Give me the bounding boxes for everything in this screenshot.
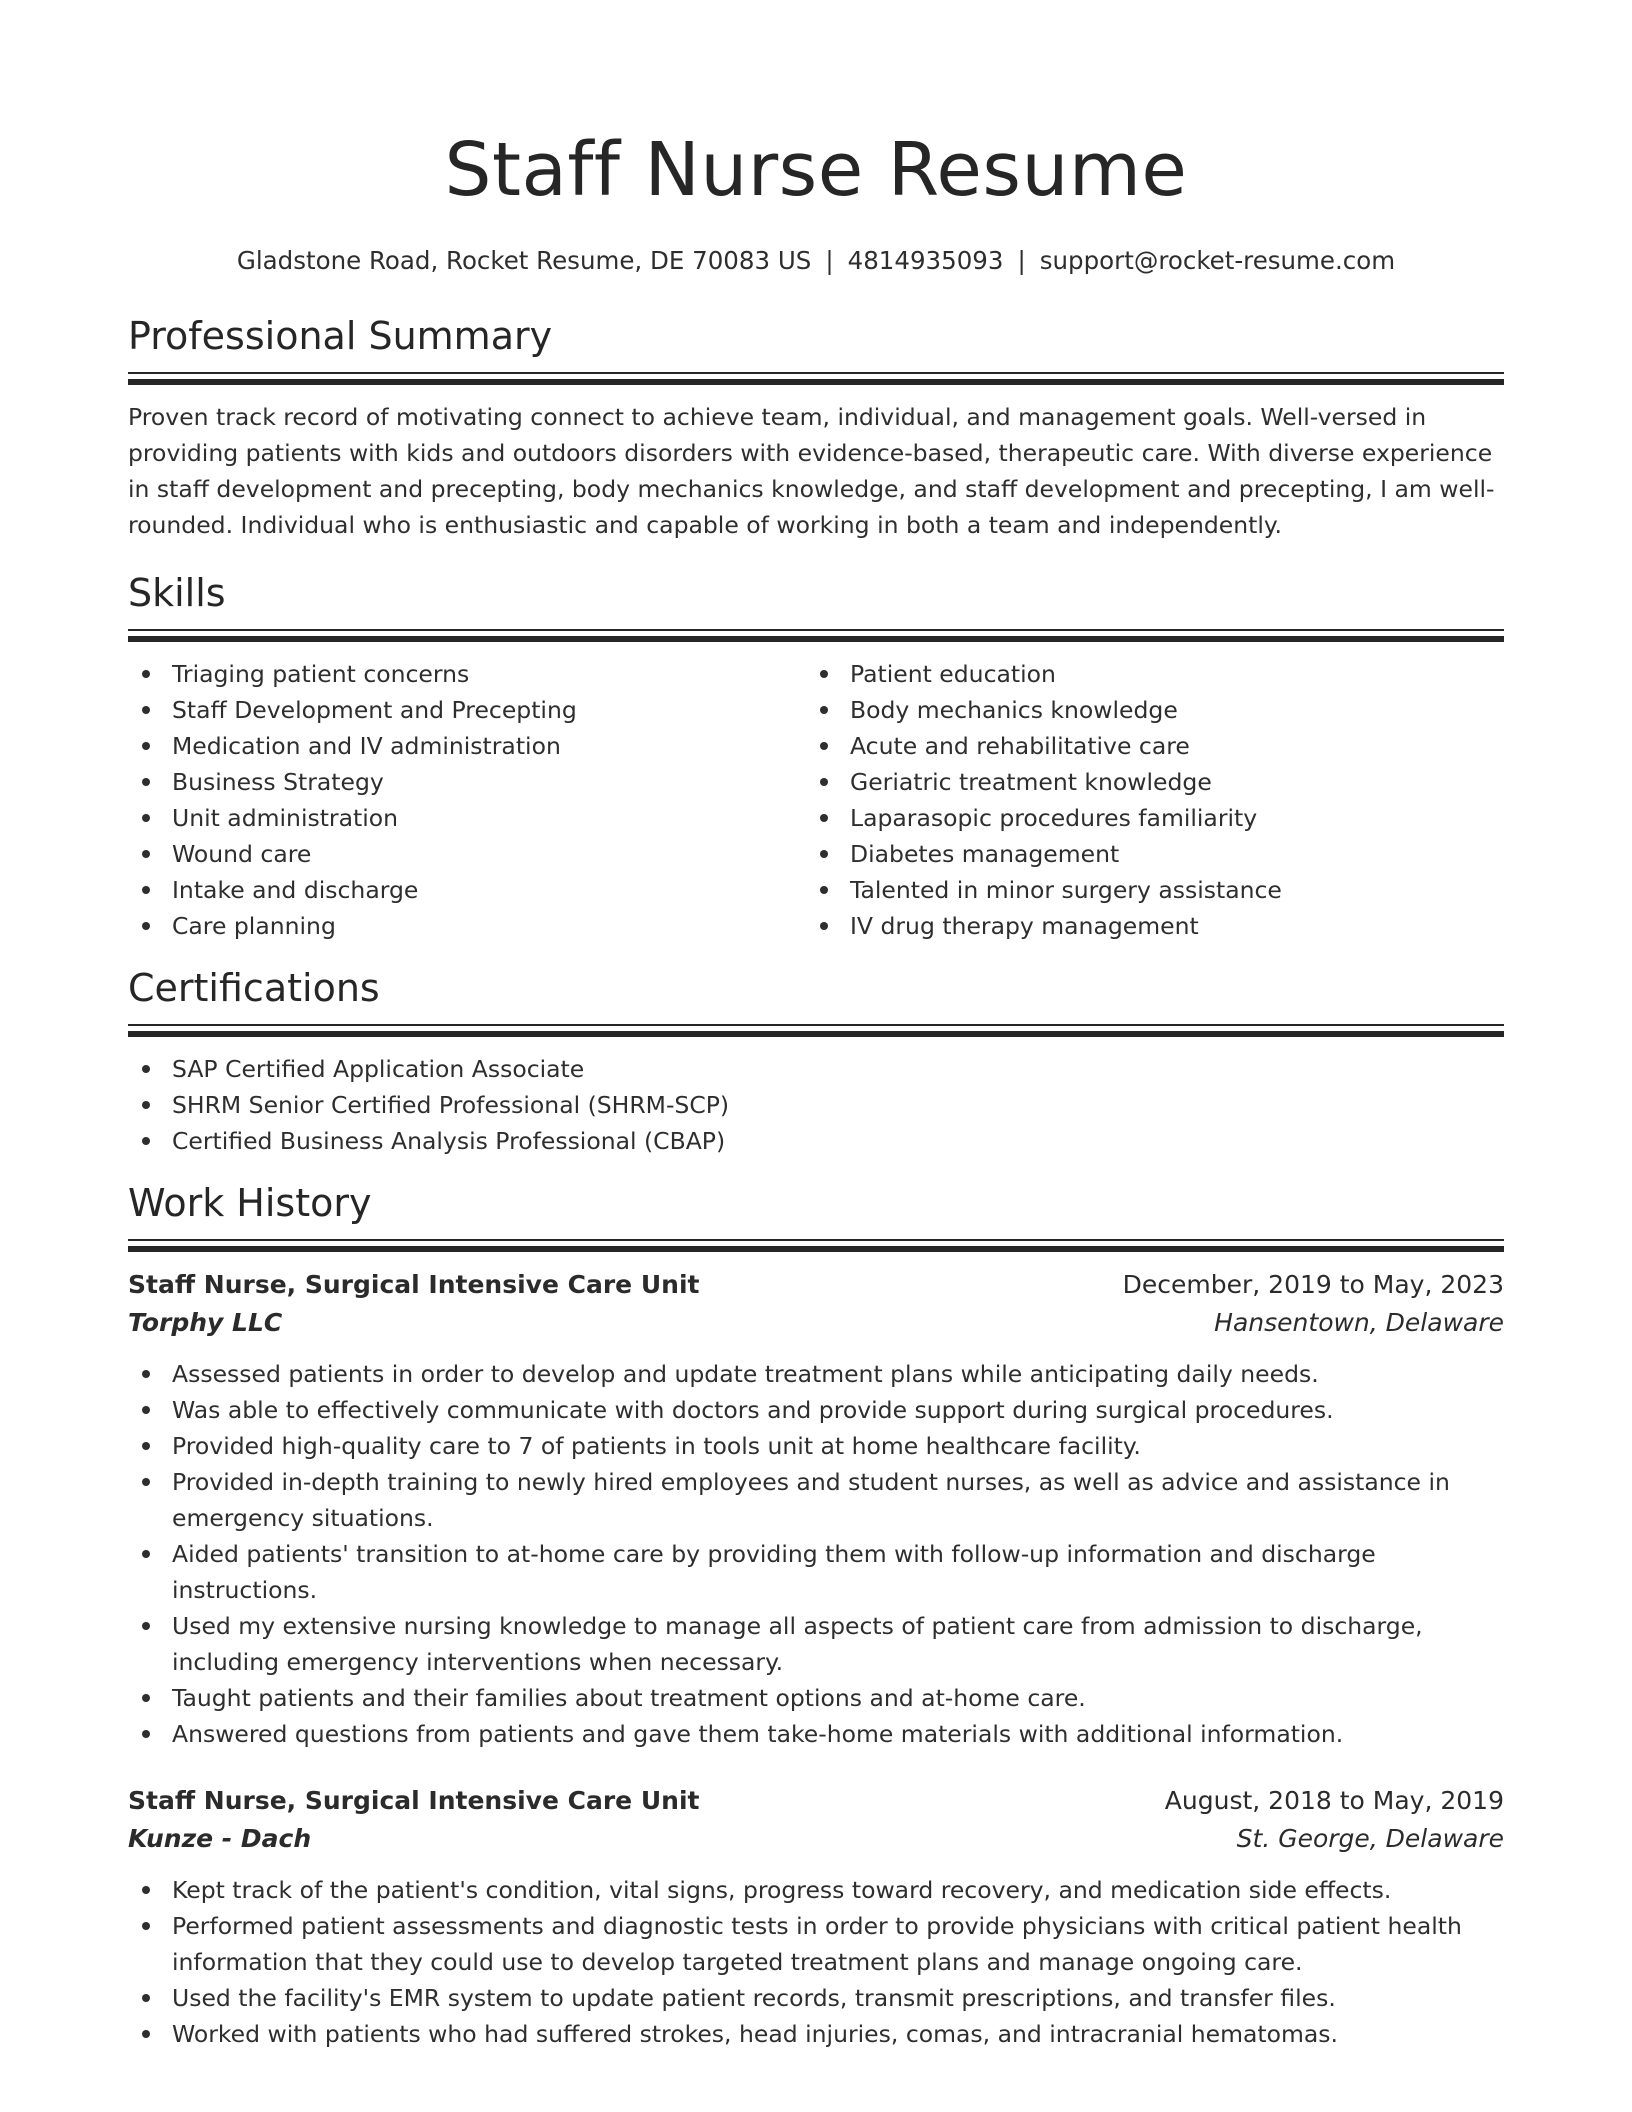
skills-column-right <box>806 656 1484 944</box>
job-entry <box>128 1266 1504 1752</box>
skill-item: Patient education <box>806 656 1484 692</box>
job-duty-item: Used my extensive nursing knowledge to manage all aspects of patient care from admission to discharge, including emergency interventions when necessary. <box>128 1608 1504 1680</box>
job-title: Staff Nurse, Surgical Intensive Care Unit <box>128 1270 700 1299</box>
job-header <box>128 1266 1504 1304</box>
job-subheader <box>128 1304 1504 1342</box>
contact-separator: | <box>1017 246 1026 275</box>
certifications-heading: Certifications <box>128 966 380 1010</box>
certification-item: SAP Certified Application Associate <box>128 1051 1504 1087</box>
skill-item: Unit administration <box>128 800 806 836</box>
job-dates: December, 2019 to May, 2023 <box>1122 1270 1504 1299</box>
job-header <box>128 1782 1504 1820</box>
certifications-list <box>128 1051 1504 1159</box>
job-duty-item: Answered questions from patients and gave them take-home materials with additional information. <box>128 1716 1504 1752</box>
section-divider <box>128 372 1504 385</box>
job-duty-item: Assessed patients in order to develop and update treatment plans while anticipating daily needs. <box>128 1356 1504 1392</box>
job-company: Kunze - Dach <box>128 1824 312 1853</box>
job-duty-item: Provided in-depth training to newly hired employees and student nurses, as well as advice and assistance in emergency situations. <box>128 1464 1504 1536</box>
skill-item: Care planning <box>128 908 806 944</box>
resume-title: Staff Nurse Resume <box>444 127 1188 213</box>
certification-item: Certified Business Analysis Professional (CBAP) <box>128 1123 1504 1159</box>
contact-phone: 4814935093 <box>847 246 1004 275</box>
contact-email: support@rocket-resume.com <box>1039 246 1396 275</box>
skill-item: Wound care <box>128 836 806 872</box>
job-entry <box>128 1782 1504 2052</box>
contact-address: Gladstone Road, Rocket Resume, DE 70083 US <box>236 246 812 275</box>
job-location: St. George, Delaware <box>1236 1824 1504 1853</box>
skill-item: Talented in minor surgery assistance <box>806 872 1484 908</box>
job-company: Torphy LLC <box>128 1308 283 1337</box>
job-subheader <box>128 1820 1504 1858</box>
skill-item: Acute and rehabilitative care <box>806 728 1484 764</box>
skills-heading: Skills <box>128 571 226 615</box>
summary-heading: Professional Summary <box>128 314 553 358</box>
skills-list-left <box>128 656 806 944</box>
job-dates: August, 2018 to May, 2019 <box>1164 1786 1504 1815</box>
skills-section <box>128 569 1504 944</box>
skill-item: Medication and IV administration <box>128 728 806 764</box>
summary-section <box>128 312 1504 543</box>
skill-item: Business Strategy <box>128 764 806 800</box>
summary-text: Proven track record of motivating connect to achieve team, individual, and management goals. Well-versed in providing patients with kids and outdoors disorders with evidence-based, therapeutic care. With diverse experience in staff development and precepting, body mechanics knowledge, and staff development and precepting, I am well-rounded. Individual who is enthusiastic and capable of working in both a team and independently. <box>128 403 1495 539</box>
skill-item: Laparasopic procedures familiarity <box>806 800 1484 836</box>
job-duty-item: Used the facility's EMR system to update patient records, transmit prescriptions, and transfer files. <box>128 1980 1504 2016</box>
skills-list-right <box>806 656 1484 944</box>
job-duty-item: Kept track of the patient's condition, vital signs, progress toward recovery, and medication side effects. <box>128 1872 1504 1908</box>
job-duty-item: Performed patient assessments and diagnostic tests in order to provide physicians with critical patient health information that they could use to develop targeted treatment plans and manage ongoing care. <box>128 1908 1504 1980</box>
section-divider <box>128 1024 1504 1037</box>
section-divider <box>128 629 1504 642</box>
skills-grid <box>128 656 1504 944</box>
certifications-section <box>128 964 1504 1159</box>
contact-line <box>128 244 1504 278</box>
job-duties-list <box>128 1872 1504 2052</box>
skills-column-left <box>128 656 806 944</box>
skill-item: Geriatric treatment knowledge <box>806 764 1484 800</box>
job-title: Staff Nurse, Surgical Intensive Care Unit <box>128 1786 700 1815</box>
skill-item: IV drug therapy management <box>806 908 1484 944</box>
job-duty-item: Worked with patients who had suffered strokes, head injuries, comas, and intracranial hematomas. <box>128 2016 1504 2052</box>
job-duty-item: Provided high-quality care to 7 of patients in tools unit at home healthcare facility. <box>128 1428 1504 1464</box>
section-divider <box>128 1239 1504 1252</box>
work-history-heading: Work History <box>128 1181 372 1225</box>
skill-item: Diabetes management <box>806 836 1484 872</box>
certification-item: SHRM Senior Certified Professional (SHRM-SCP) <box>128 1087 1504 1123</box>
job-location: Hansentown, Delaware <box>1214 1308 1504 1337</box>
skill-item: Triaging patient concerns <box>128 656 806 692</box>
job-duty-item: Was able to effectively communicate with doctors and provide support during surgical procedures. <box>128 1392 1504 1428</box>
skill-item: Intake and discharge <box>128 872 806 908</box>
job-duty-item: Aided patients' transition to at-home care by providing them with follow-up information and discharge instructions. <box>128 1536 1504 1608</box>
skill-item: Staff Development and Precepting <box>128 692 806 728</box>
contact-separator: | <box>825 246 834 275</box>
job-duties-list <box>128 1356 1504 1752</box>
skill-item: Body mechanics knowledge <box>806 692 1484 728</box>
job-duty-item: Taught patients and their families about treatment options and at-home care. <box>128 1680 1504 1716</box>
work-history-section <box>128 1179 1504 2052</box>
